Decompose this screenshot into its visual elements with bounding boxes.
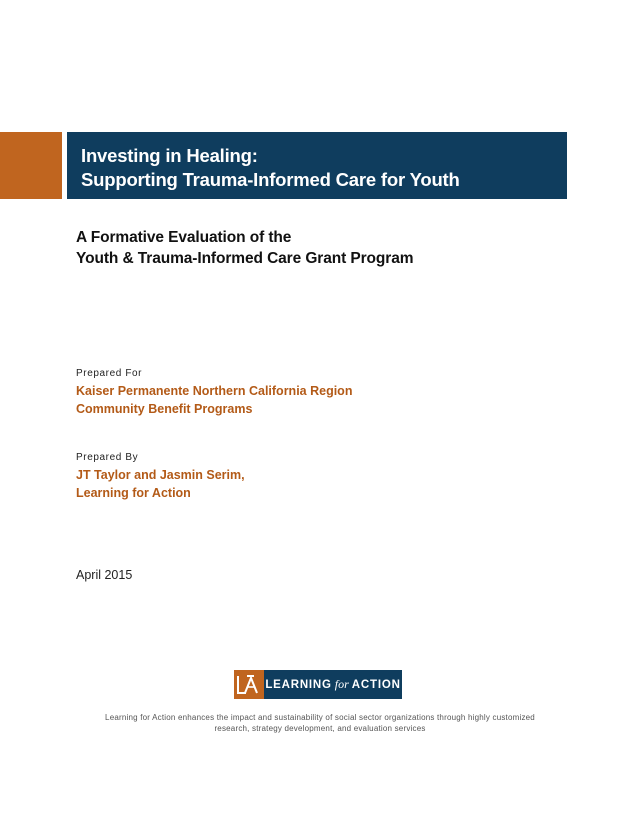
logo-word-action: ACTION	[351, 678, 401, 691]
organization-tagline	[60, 712, 580, 734]
prepared-for-line-1: Kaiser Permanente Northern California Region	[76, 384, 353, 398]
learning-for-action-logo	[234, 670, 402, 699]
tagline-line-2: research, strategy development, and evaluation services	[214, 724, 426, 733]
prepared-for-line-2: Community Benefit Programs	[76, 402, 253, 416]
prepared-by-authors	[76, 466, 245, 502]
subtitle-line-1: A Formative Evaluation of the	[76, 229, 292, 246]
subtitle-line-2: Youth & Trauma-Informed Care Grant Program	[76, 250, 414, 267]
subtitle	[76, 227, 413, 269]
title-banner	[67, 132, 567, 199]
orange-accent-block	[0, 132, 62, 199]
lfa-mark-icon	[234, 670, 264, 699]
prepared-by-line-2: Learning for Action	[76, 486, 191, 500]
logo-wordmark	[264, 670, 402, 699]
tagline-line-1: Learning for Action enhances the impact and sustainability of social sector organizations through highly customized	[105, 713, 535, 722]
title-line-1: Investing in Healing:	[81, 145, 258, 166]
logo-word-learning: LEARNING	[265, 678, 332, 691]
prepared-for-label: Prepared For	[76, 368, 143, 379]
logo-word-for: for	[334, 677, 349, 691]
prepared-for-org	[76, 382, 352, 418]
prepared-by-line-1: JT Taylor and Jasmin Serim,	[76, 468, 245, 482]
prepared-by-label: Prepared By	[76, 452, 139, 463]
title-line-2: Supporting Trauma-Informed Care for Youth	[81, 169, 460, 190]
publication-date: April 2015	[76, 568, 133, 582]
